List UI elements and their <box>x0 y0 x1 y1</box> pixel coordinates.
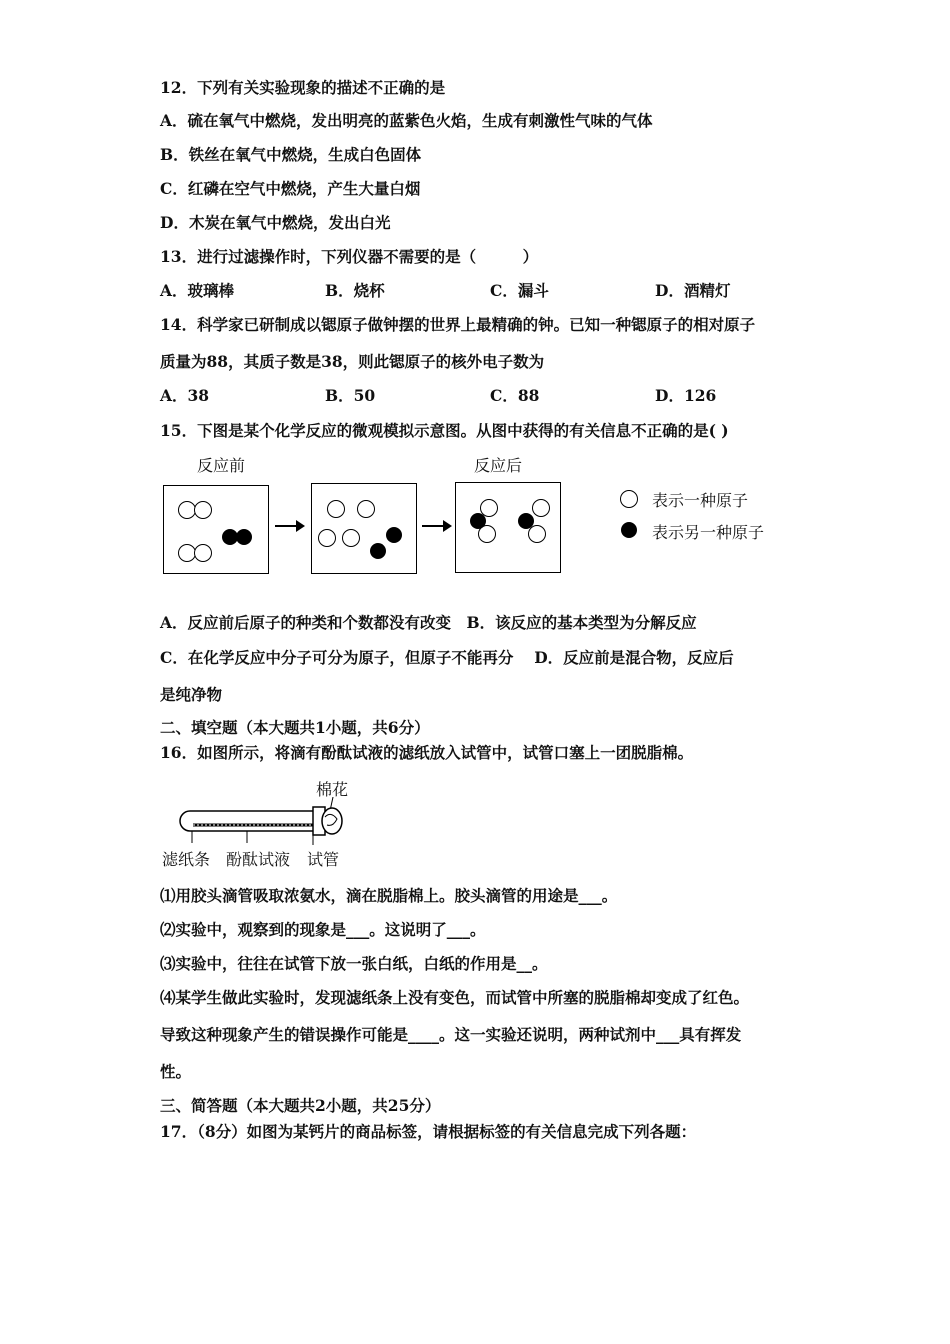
q14-stem-line1: 14．科学家已研制成以锶原子做钟摆的世界上最精确的钟。已知一种锶原子的相对原子 <box>160 315 756 334</box>
q14-stem-line2: 质量为88，其质子数是38，则此锶原子的核外电子数为 <box>160 352 545 371</box>
label-test-tube: 试管 <box>307 850 340 869</box>
q16-part4-line2: 导致这种现象产生的错误操作可能是____。这一实验还说明，两种试剂中___具有挥发 <box>160 1025 742 1044</box>
after-box <box>455 482 561 573</box>
black-atom <box>386 527 402 543</box>
white-atom <box>528 525 546 543</box>
before-box <box>163 485 269 574</box>
white-atom <box>194 544 212 562</box>
q12-option-c: C．红磷在空气中燃烧，产生大量白烟 <box>160 179 421 198</box>
black-atom <box>518 513 534 529</box>
q15-stem: 15．下图是某个化学反应的微观模拟示意图。从图中获得的有关信息不正确的是( ) <box>160 421 729 440</box>
q15-options-line1: A．反应前后原子的种类和个数都没有改变 B．该反应的基本类型为分解反应 <box>160 613 697 632</box>
q14-option-a: A．38 <box>160 386 210 405</box>
q12-stem: 12．下列有关实验现象的描述不正确的是 <box>160 78 446 97</box>
label-before: 反应前 <box>197 456 246 475</box>
black-atom <box>470 513 486 529</box>
white-atom <box>327 500 345 518</box>
q16-part1: ⑴用胶头滴管吸取浓氨水，滴在脱脂棉上。胶头滴管的用途是___。 <box>160 886 618 905</box>
test-tube-icon <box>175 797 355 847</box>
q16-part3: ⑶实验中，往往在试管下放一张白纸，白纸的作用是__。 <box>160 954 548 973</box>
q14-options <box>160 386 780 406</box>
q14-option-d: D．126 <box>655 386 717 405</box>
label-after: 反应后 <box>474 456 523 475</box>
legend-white-atom-icon <box>620 490 638 508</box>
white-atom <box>318 529 336 547</box>
arrow-icon <box>422 525 450 527</box>
legend-white-text: 表示一种原子 <box>652 491 749 510</box>
legend-black-text: 表示另一种原子 <box>652 523 765 542</box>
q13-option-a: A．玻璃棒 <box>160 281 235 300</box>
q12-option-a: A．硫在氧气中燃烧，发出明亮的蓝紫色火焰，生成有刺激性气味的气体 <box>160 111 653 130</box>
white-atom <box>357 500 375 518</box>
section3-title: 三、简答题（本大题共2小题，共25分） <box>160 1096 441 1115</box>
white-atom <box>532 499 550 517</box>
q13-option-b: B．烧杯 <box>325 281 385 300</box>
q15-options-line2: C．在化学反应中分子可分为原子，但原子不能再分 D．反应前是混合物，反应后 <box>160 648 734 667</box>
q13-options <box>160 281 780 301</box>
section2-title: 二、填空题（本大题共1小题，共6分） <box>160 718 430 737</box>
q16-part2: ⑵实验中，观察到的现象是___。这说明了___。 <box>160 920 486 939</box>
q16-stem: 16．如图所示，将滴有酚酞试液的滤纸放入试管中，试管口塞上一团脱脂棉。 <box>160 743 694 762</box>
q12-option-b: B．铁丝在氧气中燃烧，生成白色固体 <box>160 145 422 164</box>
label-phenolphthalein: 酚酞试液 <box>226 850 291 869</box>
q16-part4-line3: 性。 <box>160 1062 192 1081</box>
white-atom <box>194 501 212 519</box>
legend-black-atom-icon <box>621 522 637 538</box>
black-atom <box>370 543 386 559</box>
label-cotton: 棉花 <box>316 780 349 799</box>
q15-options-line3: 是纯净物 <box>160 685 223 704</box>
q12-option-d: D．木炭在氧气中燃烧，发出白光 <box>160 213 391 232</box>
arrow-icon <box>275 525 303 527</box>
q14-option-c: C．88 <box>490 386 540 405</box>
q16-part4-line1: ⑷某学生做此实验时，发现滤纸条上没有变色，而试管中所塞的脱脂棉却变成了红色。 <box>160 988 750 1007</box>
q13-option-d: D．酒精灯 <box>655 281 731 300</box>
q13-option-c: C．漏斗 <box>490 281 549 300</box>
black-atom <box>236 529 252 545</box>
q13-stem: 13．进行过滤操作时，下列仪器不需要的是（ ） <box>160 247 539 266</box>
q17-stem: 17．（8分）如图为某钙片的商品标签，请根据标签的有关信息完成下列各题： <box>160 1122 697 1141</box>
middle-box <box>311 483 417 574</box>
label-filter-paper: 滤纸条 <box>162 850 211 869</box>
white-atom <box>342 529 360 547</box>
q14-option-b: B．50 <box>325 386 376 405</box>
